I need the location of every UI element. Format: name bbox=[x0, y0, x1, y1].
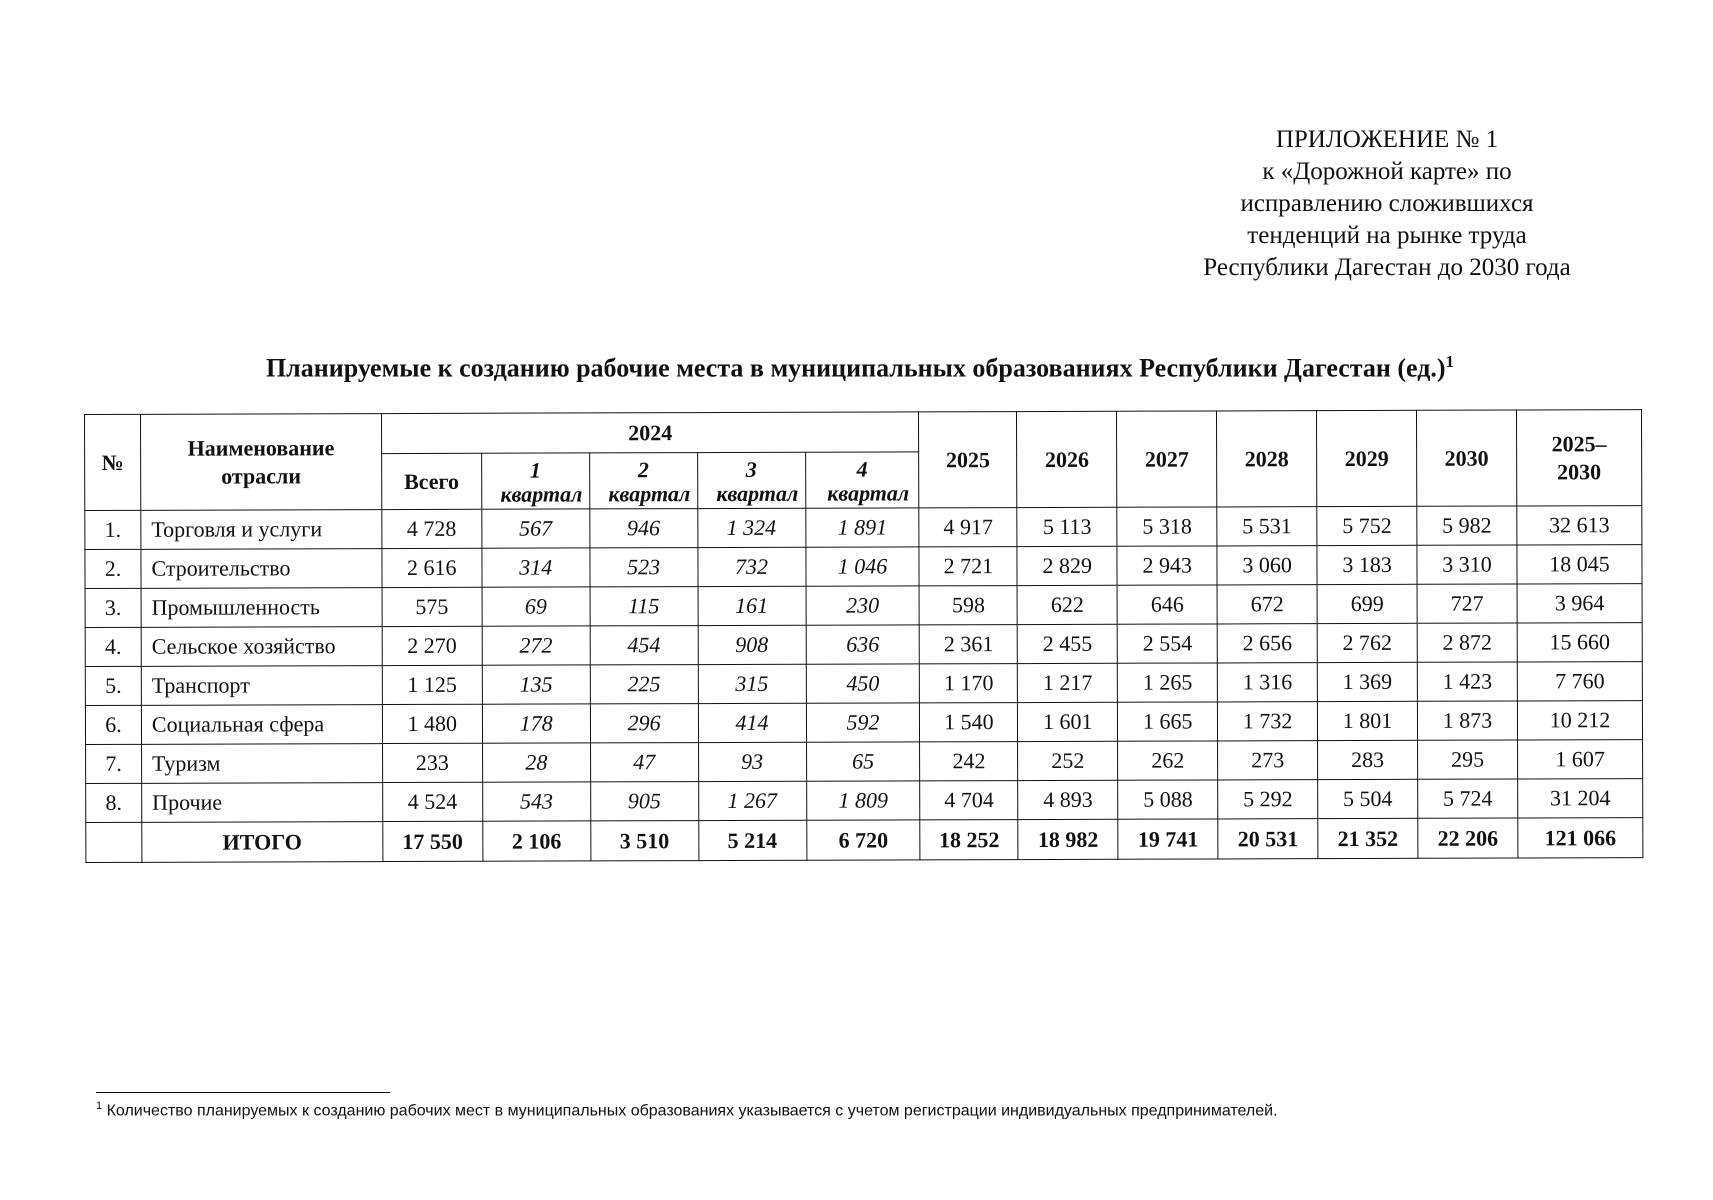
year-cell: 2 361 bbox=[920, 625, 1018, 664]
quarter-cell: 161 bbox=[698, 586, 806, 625]
year-cell: 2 721 bbox=[919, 547, 1017, 586]
year-cell: 19 741 bbox=[1118, 819, 1218, 859]
table-row bbox=[85, 701, 1642, 745]
quarter-cell: 65 bbox=[806, 742, 920, 781]
appendix-line: тенденций на рынке труда bbox=[1247, 222, 1527, 249]
row-number: 5. bbox=[85, 666, 141, 705]
quarter-cell: 414 bbox=[698, 703, 806, 742]
header-period bbox=[1516, 410, 1641, 506]
appendix-line: к «Дорожной карте» по bbox=[1262, 158, 1512, 185]
total-2024-cell: 2 616 bbox=[382, 548, 482, 587]
quarter-cell: 3 510 bbox=[590, 821, 698, 861]
header-name-text: Наименование отрасли bbox=[187, 434, 335, 489]
quarter-cell: 5 214 bbox=[698, 820, 806, 860]
year-cell: 5 088 bbox=[1118, 780, 1218, 819]
year-cell: 5 752 bbox=[1317, 506, 1417, 545]
period-total-cell: 18 045 bbox=[1517, 545, 1642, 584]
year-cell: 1 217 bbox=[1018, 663, 1118, 702]
year-cell: 283 bbox=[1318, 740, 1418, 779]
year-cell: 2 872 bbox=[1417, 623, 1517, 662]
quarter-cell: 450 bbox=[806, 664, 920, 703]
year-cell: 262 bbox=[1118, 741, 1218, 780]
total-2024-cell: 1 480 bbox=[382, 704, 482, 743]
year-cell: 1 665 bbox=[1118, 702, 1218, 741]
quarter-cell: 543 bbox=[482, 782, 590, 821]
row-number: 1. bbox=[85, 510, 141, 549]
appendix-line: Республики Дагестан до 2030 года bbox=[1203, 254, 1571, 281]
jobs-table bbox=[84, 409, 1643, 863]
year-cell: 5 292 bbox=[1218, 780, 1318, 819]
header-quarter bbox=[589, 453, 697, 509]
period-total-cell: 32 613 bbox=[1517, 506, 1642, 545]
year-cell: 4 704 bbox=[920, 781, 1018, 820]
year-cell: 1 369 bbox=[1317, 662, 1417, 701]
year-cell: 3 183 bbox=[1317, 545, 1417, 584]
quarter-cell: 454 bbox=[590, 626, 698, 665]
quarter-cell: 905 bbox=[590, 782, 698, 821]
period-total-cell: 121 066 bbox=[1518, 818, 1643, 858]
table-row bbox=[86, 779, 1643, 823]
header-year: 2025 bbox=[919, 412, 1017, 508]
total-2024-cell: 17 550 bbox=[383, 821, 483, 861]
table-row bbox=[85, 545, 1642, 589]
footnote-divider bbox=[96, 1092, 390, 1093]
total-2024-cell: 4 524 bbox=[382, 782, 482, 821]
industry-name: Прочие bbox=[142, 783, 383, 823]
year-cell: 4 917 bbox=[919, 508, 1017, 547]
industry-name: ИТОГО bbox=[142, 822, 383, 863]
table-row bbox=[85, 584, 1642, 628]
quarter-cell: 28 bbox=[482, 743, 590, 782]
appendix-line: исправлению сложившихся bbox=[1240, 190, 1534, 217]
header-year: 2026 bbox=[1017, 411, 1117, 507]
year-cell: 18 982 bbox=[1018, 819, 1118, 859]
year-cell: 1 873 bbox=[1417, 701, 1517, 740]
year-cell: 2 455 bbox=[1018, 624, 1118, 663]
quarter-cell: 296 bbox=[590, 704, 698, 743]
year-cell: 2 943 bbox=[1117, 546, 1217, 585]
year-cell: 1 423 bbox=[1417, 662, 1517, 701]
total-2024-cell: 233 bbox=[382, 743, 482, 782]
total-2024-cell: 1 125 bbox=[382, 665, 482, 704]
year-cell: 1 170 bbox=[920, 664, 1018, 703]
year-cell: 2 762 bbox=[1317, 623, 1417, 662]
footnote bbox=[96, 1100, 1278, 1120]
quarter-cell: 946 bbox=[589, 509, 697, 548]
quarter-cell: 6 720 bbox=[806, 820, 920, 860]
year-cell: 4 893 bbox=[1018, 780, 1118, 819]
year-cell: 699 bbox=[1317, 584, 1417, 623]
quarter-cell: 69 bbox=[482, 587, 590, 626]
quarter-cell: 636 bbox=[806, 625, 920, 664]
year-cell: 5 113 bbox=[1017, 507, 1117, 546]
year-cell: 295 bbox=[1418, 740, 1518, 779]
quarter-cell: 592 bbox=[806, 703, 920, 742]
year-cell: 2 829 bbox=[1017, 546, 1117, 585]
total-row bbox=[86, 818, 1643, 863]
year-cell: 18 252 bbox=[920, 820, 1018, 860]
period-total-cell: 1 607 bbox=[1517, 740, 1642, 779]
year-cell: 1 601 bbox=[1018, 702, 1118, 741]
total-2024-cell: 2 270 bbox=[382, 626, 482, 665]
table-body bbox=[85, 506, 1643, 863]
period-total-cell: 3 964 bbox=[1517, 584, 1642, 623]
quarter-cell: 1 324 bbox=[697, 508, 805, 547]
header-total-2024: Всего bbox=[381, 453, 481, 509]
year-cell: 21 352 bbox=[1318, 818, 1418, 858]
year-cell: 2 554 bbox=[1117, 624, 1217, 663]
year-cell: 5 504 bbox=[1318, 779, 1418, 818]
quarter-cell: 272 bbox=[482, 626, 590, 665]
quarter-cell: 908 bbox=[698, 625, 806, 664]
document-title-text: Планируемые к созданию рабочие места в муниципальных образованиях Республики Дагестан (ед.) bbox=[265, 353, 1446, 383]
quarter-cell: 567 bbox=[482, 509, 590, 548]
footnote-reference: 1 bbox=[1445, 352, 1455, 371]
industry-name: Сельское хозяйство bbox=[141, 627, 382, 667]
year-cell: 672 bbox=[1217, 585, 1317, 624]
industry-name: Транспорт bbox=[141, 666, 382, 706]
quarter-cell: 1 891 bbox=[805, 508, 919, 547]
year-cell: 3 060 bbox=[1217, 546, 1317, 585]
row-number: 7. bbox=[86, 744, 142, 783]
footnote-mark: 1 bbox=[96, 1100, 103, 1112]
year-cell: 242 bbox=[920, 742, 1018, 781]
quarter-cell: 523 bbox=[590, 548, 698, 587]
year-cell: 1 801 bbox=[1318, 701, 1418, 740]
year-cell: 273 bbox=[1218, 741, 1318, 780]
industry-name: Социальная сфера bbox=[141, 705, 382, 745]
total-2024-cell: 575 bbox=[382, 587, 482, 626]
quarter-cell: 732 bbox=[698, 547, 806, 586]
industry-name: Строительство bbox=[141, 549, 382, 589]
industry-name: Туризм bbox=[141, 744, 382, 784]
table-row bbox=[85, 623, 1642, 667]
appendix-line: ПРИЛОЖЕНИЕ № 1 bbox=[1275, 126, 1499, 153]
year-cell: 1 540 bbox=[920, 703, 1018, 742]
table-row bbox=[85, 662, 1642, 706]
row-number: 6. bbox=[85, 705, 141, 744]
quarter-cell: 93 bbox=[698, 742, 806, 781]
period-total-cell: 7 760 bbox=[1517, 662, 1642, 701]
year-cell: 5 724 bbox=[1418, 779, 1518, 818]
table-header bbox=[85, 410, 1642, 511]
year-cell: 252 bbox=[1018, 741, 1118, 780]
industry-name: Торговля и услуги bbox=[141, 510, 382, 550]
header-year: 2030 bbox=[1417, 410, 1517, 506]
year-cell: 622 bbox=[1017, 585, 1117, 624]
quarter-cell: 1 809 bbox=[806, 781, 920, 820]
year-cell: 1 265 bbox=[1118, 663, 1218, 702]
period-total-cell: 15 660 bbox=[1517, 623, 1642, 662]
quarter-cell: 315 bbox=[698, 664, 806, 703]
year-cell: 646 bbox=[1117, 585, 1217, 624]
row-number bbox=[86, 822, 142, 862]
row-number: 8. bbox=[86, 783, 142, 822]
quarter-cell: 135 bbox=[482, 665, 590, 704]
total-2024-cell: 4 728 bbox=[382, 509, 482, 548]
document-title bbox=[80, 352, 1640, 384]
year-cell: 1 732 bbox=[1218, 702, 1318, 741]
year-cell: 2 656 bbox=[1217, 624, 1317, 663]
table-row bbox=[86, 740, 1643, 784]
year-cell: 22 206 bbox=[1418, 818, 1518, 858]
header-quarter-text: 1 квартал bbox=[500, 457, 583, 507]
year-cell: 20 531 bbox=[1218, 819, 1318, 859]
table-row bbox=[85, 506, 1642, 550]
quarter-cell: 314 bbox=[482, 548, 590, 587]
quarter-cell: 230 bbox=[806, 586, 920, 625]
header-quarter bbox=[481, 453, 589, 509]
header-quarter-text: 2 квартал bbox=[608, 456, 691, 506]
header-quarter-text: 3 квартал bbox=[716, 456, 799, 506]
footnote-text: Количество планируемых к созданию рабочих мест в муниципальных образованиях указывается с учетом регистрации индивидуальных предпринимателей. bbox=[106, 1102, 1278, 1120]
header-year: 2028 bbox=[1217, 411, 1317, 507]
quarter-cell: 1 046 bbox=[805, 547, 919, 586]
header-year-2024: 2024 bbox=[381, 412, 919, 454]
row-number: 2. bbox=[85, 549, 141, 588]
quarter-cell: 225 bbox=[590, 665, 698, 704]
year-cell: 5 318 bbox=[1117, 507, 1217, 546]
row-number: 4. bbox=[85, 627, 141, 666]
row-number: 3. bbox=[85, 588, 141, 627]
header-quarter bbox=[697, 452, 805, 508]
period-total-cell: 31 204 bbox=[1518, 779, 1643, 818]
period-total-cell: 10 212 bbox=[1517, 701, 1642, 740]
header-name bbox=[140, 414, 381, 511]
quarter-cell: 1 267 bbox=[698, 781, 806, 820]
industry-name: Промышленность bbox=[141, 588, 382, 628]
year-cell: 727 bbox=[1417, 584, 1517, 623]
header-quarter bbox=[805, 452, 919, 508]
year-cell: 5 531 bbox=[1217, 507, 1317, 546]
appendix-block bbox=[1157, 124, 1617, 284]
year-cell: 5 982 bbox=[1417, 506, 1517, 545]
year-cell: 598 bbox=[919, 586, 1017, 625]
header-quarter-text: 4 квартал bbox=[827, 456, 910, 506]
header-num: № bbox=[85, 414, 141, 510]
quarter-cell: 2 106 bbox=[483, 821, 591, 861]
header-year: 2029 bbox=[1317, 410, 1417, 506]
quarter-cell: 178 bbox=[482, 704, 590, 743]
header-year: 2027 bbox=[1117, 411, 1217, 507]
year-cell: 3 310 bbox=[1417, 545, 1517, 584]
header-period-text: 2025–2030 bbox=[1551, 430, 1607, 484]
quarter-cell: 115 bbox=[590, 587, 698, 626]
quarter-cell: 47 bbox=[590, 743, 698, 782]
year-cell: 1 316 bbox=[1217, 663, 1317, 702]
